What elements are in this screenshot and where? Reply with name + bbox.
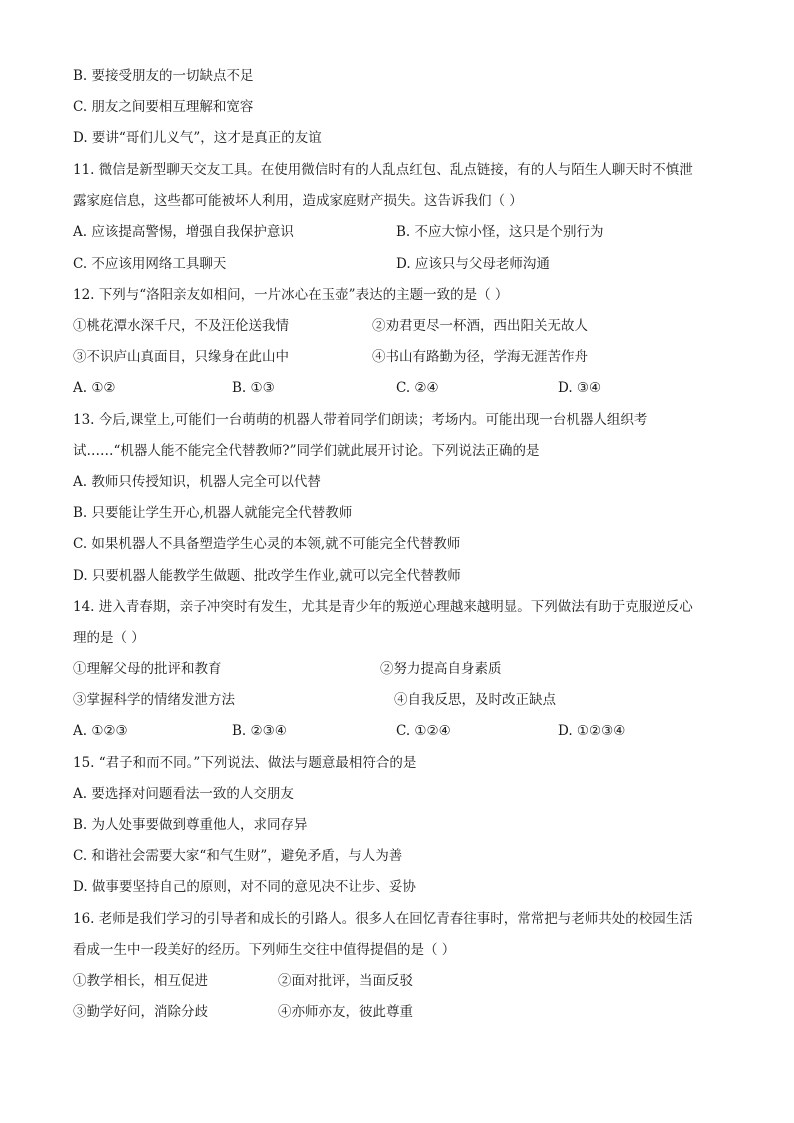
q12-item-4: ④书山有路勤为径，学海无涯苦作舟 <box>372 349 588 365</box>
q16-item-3: ③勤学好问，消除分歧 <box>73 1004 208 1020</box>
q12-option-a: A. ①② <box>73 380 116 396</box>
q15-option-b: B. 为人处事要做到尊重他人，求同存异 <box>73 817 308 833</box>
q14-item-3: ③掌握科学的情绪发泄方法 <box>73 692 235 708</box>
q13-option-b: B. 只要能让学生开心,机器人就能完全代替教师 <box>73 505 353 521</box>
q11-option-b: B. 不应大惊小怪，这只是个别行为 <box>396 224 604 240</box>
q16-stem-line1: 16. 老师是我们学习的引导者和成长的引路人。很多人在回忆青春往事时，常常把与老师共处的校园生活 <box>73 911 693 927</box>
q14-option-d: D. ①②③④ <box>558 723 626 739</box>
q15-option-a: A. 要选择对问题看法一致的人交朋友 <box>73 786 294 802</box>
q14-option-c: C. ①②④ <box>396 723 451 739</box>
q11-stem-line1: 11. 微信是新型聊天交友工具。在使用微信时有的人乱点红包、乱点链接，有的人与陌生人聊天时不慎泄 <box>73 162 693 178</box>
q14-item-4: ④自我反思，及时改正缺点 <box>394 692 556 708</box>
q12-option-d: D. ③④ <box>558 380 602 396</box>
q15-option-d: D. 做事要坚持自己的原则，对不同的意见决不让步、妥协 <box>73 879 416 895</box>
q13-option-d: D. 只要机器人能教学生做题、批改学生作业,就可以完全代替教师 <box>73 568 461 584</box>
q11-stem-line2: 露家庭信息，这些都可能被坏人利用，造成家庭财产损失。这告诉我们（ ） <box>73 193 523 209</box>
q11-option-d: D. 应该只与父母老师沟通 <box>396 256 550 272</box>
q12-item-1: ①桃花潭水深千尺，不及汪伦送我情 <box>73 318 289 334</box>
q13-option-a: A. 教师只传授知识，机器人完全可以代替 <box>73 474 321 490</box>
q12-option-b: B. ①③ <box>232 380 275 396</box>
q14-item-1: ①理解父母的批评和教育 <box>73 661 222 677</box>
q16-item-4: ④亦师亦友，彼此尊重 <box>278 1004 413 1020</box>
q16-item-2: ②面对批评，当面反驳 <box>278 973 413 989</box>
q13-option-c: C. 如果机器人不具备塑造学生心灵的本领,就不可能完全代替教师 <box>73 536 461 552</box>
q12-option-c: C. ②④ <box>396 380 439 396</box>
q14-option-a: A. ①②③ <box>73 723 128 739</box>
prev-option-b: B. 要接受朋友的一切缺点不足 <box>73 68 254 84</box>
q14-stem-line1: 14. 进入青春期，亲子冲突时有发生，尤其是青少年的叛逆心理越来越明显。下列做法有助于克服逆反心 <box>73 599 693 615</box>
q13-stem-line1: 13. 今后,课堂上,可能们一台萌萌的机器人带着同学们朗读；考场内。可能出现一台机器人组织考 <box>73 412 648 428</box>
q12-item-2: ②劝君更尽一杯酒，西出阳关无故人 <box>372 318 588 334</box>
q14-stem-line2: 理的是（ ） <box>73 630 145 646</box>
q14-option-b: B. ②③④ <box>232 723 287 739</box>
q11-option-c: C. 不应该用网络工具聊天 <box>73 256 227 272</box>
q16-stem-line2: 看成一生中一段美好的经历。下列师生交往中值得提倡的是（ ） <box>73 942 456 958</box>
q11-option-a: A. 应该提高警惕，增强自我保护意识 <box>73 224 294 240</box>
q12-item-3: ③不识庐山真面目，只缘身在此山中 <box>73 349 289 365</box>
prev-option-c: C. 朋友之间要相互理解和宽容 <box>73 99 254 115</box>
q16-item-1: ①教学相长，相互促进 <box>73 973 208 989</box>
q13-stem-line2: 试……“机器人能不能完全代替教师?”同学们就此展开讨论。下列说法正确的是 <box>73 443 540 459</box>
q15-stem: 15. “君子和而不同。”下列说法、做法与题意最相符合的是 <box>73 755 417 771</box>
prev-option-d: D. 要讲“哥们儿义气”，这才是真正的友谊 <box>73 130 322 146</box>
q12-stem: 12. 下列与“洛阳亲友如相问，一片冰心在玉壶”表达的主题一致的是（ ） <box>73 287 509 303</box>
q15-option-c: C. 和谐社会需要大家“和气生财”，避免矛盾，与人为善 <box>73 848 403 864</box>
q14-item-2: ②努力提高自身素质 <box>380 661 502 677</box>
